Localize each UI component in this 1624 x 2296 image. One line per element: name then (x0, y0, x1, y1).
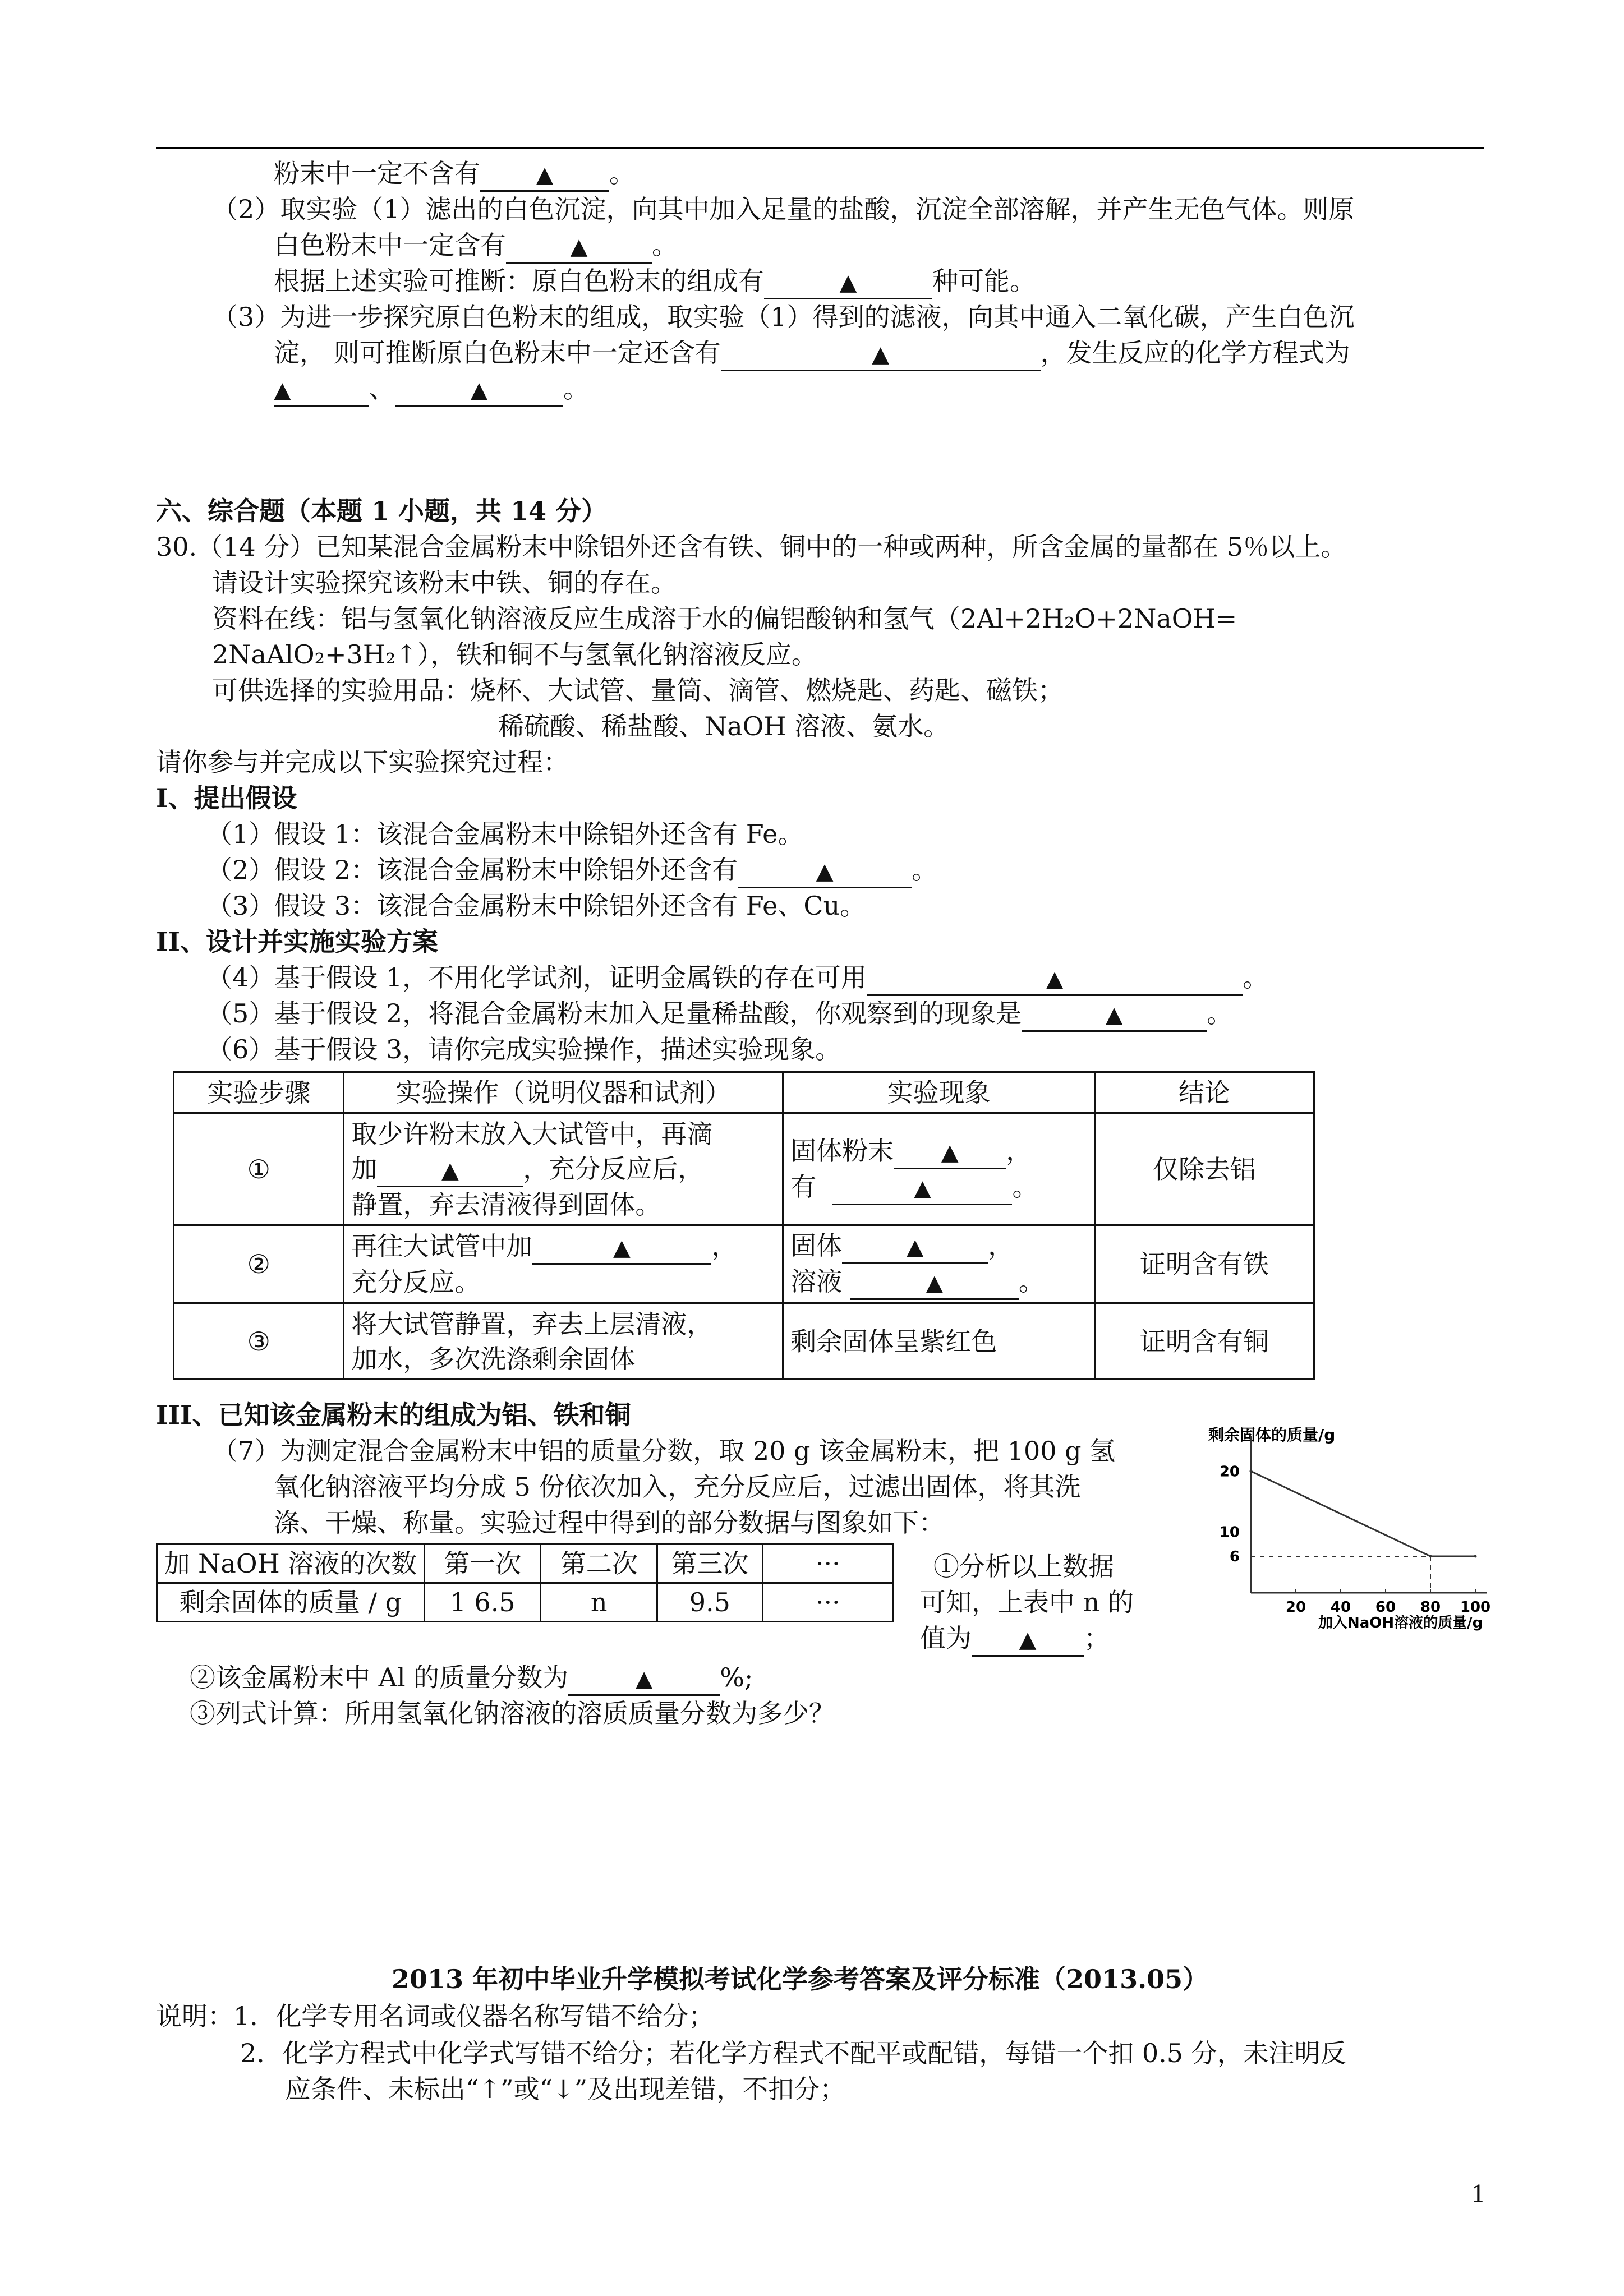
step-cell: ③ (174, 1303, 344, 1380)
answer-blank[interactable]: ▲ (894, 1136, 1006, 1169)
data-table (156, 1543, 894, 1622)
hypothesis-2: （2）假设 2：该混合金属粉末中除铝外还含有 ▲ 。 (206, 852, 937, 888)
header-cell: 实验操作（说明仪器和试剂） (344, 1072, 783, 1113)
q30-line-7: 请你参与并完成以下实验探究过程： (156, 747, 569, 777)
table-cell: 第一次 (424, 1545, 541, 1583)
chart-series-line (1251, 1471, 1475, 1556)
table-row (174, 1225, 1314, 1303)
part-heading-3: III、已知该金属粉末的组成为铝、铁和铜 (156, 1400, 631, 1430)
operation-text: 取少许粉末放入大试管中，再滴 (351, 1118, 713, 1149)
table-cell: 第三次 (657, 1545, 762, 1583)
q30-line-2: 请设计实验探究该粉末中铁、铜的存在。 (212, 568, 677, 598)
q30-line-6: 稀硫酸、稀盐酸、NaOH 溶液、氨水。 (498, 711, 950, 741)
part-heading-2: II、设计并实施实验方案 (156, 926, 439, 957)
question-4: （4）基于假设 1，不用化学试剂，证明金属铁的存在可用 ▲ 。 (206, 960, 1268, 996)
phenomenon-text: 溶液 ▲ 。 (790, 1264, 1087, 1300)
answer-blank[interactable]: ▲ (764, 266, 932, 299)
table-cell: 9.5 (657, 1583, 762, 1622)
answer-blank[interactable]: ▲ (506, 230, 652, 264)
table-cell: n (541, 1583, 657, 1622)
operation-text: 加水，多次洗涤剩余固体 (351, 1343, 636, 1374)
q30-line-1: 30.（14 分）已知某混合金属粉末中除铝外还含有铁、铜中的一种或两种，所含金属的量都在 5％以上。 (156, 532, 1347, 562)
chart-y-tick-label: 20 (1219, 1463, 1240, 1481)
q29-line-5: （3）为进一步探究原白色粉末的组成，取实验（1）得到的滤液，向其中通入二氧化碳，产生白色沉 (212, 302, 1355, 332)
chart-data-point (1250, 1470, 1253, 1473)
operation-cell (344, 1225, 783, 1303)
answer-blank[interactable]: ▲ (738, 855, 912, 888)
chart-x-axis-label: 加入NaOH溶液的质量/g (1318, 1615, 1483, 1631)
answer-blank[interactable]: ▲ (867, 962, 1243, 996)
header-cell: 结论 (1094, 1072, 1314, 1113)
note-2-line-2: 应条件、未标出“↑”或“↓”及出现差错，不扣分； (285, 2074, 846, 2104)
table-cell: ··· (762, 1545, 893, 1583)
operation-text: 将大试管静置，弃去上层清液， (351, 1308, 713, 1339)
q29-line-2: （2）取实验（1）滤出的白色沉淀，向其中加入足量的盐酸，沉淀全部溶解，并产生无色气体。则原 (212, 194, 1355, 224)
q7-line-1: （7）为测定混合金属粉末中铝的质量分数，取 20 g 该金属粉末，把 100 g 氢 (212, 1436, 1116, 1466)
chart-data-point (1429, 1555, 1432, 1558)
answer-blank[interactable]: ▲ (972, 1623, 1084, 1657)
header-rule (156, 147, 1484, 149)
step-cell: ① (174, 1113, 344, 1225)
q7-a-line-1: ①分析以上数据 (933, 1551, 1114, 1582)
table-row (174, 1113, 1314, 1225)
answer-blank[interactable]: ▲ (1022, 998, 1207, 1032)
chart-x-tick-label: 40 (1330, 1599, 1351, 1616)
operation-cell (344, 1113, 783, 1225)
q7-c-line: ③列式计算：所用氢氧化钠溶液的溶质质量分数为多少？ (190, 1698, 835, 1728)
q29-line-3: 白色粉末中一定含有 ▲ 。 (274, 228, 678, 264)
chart-y-tick-label: 6 (1229, 1548, 1240, 1565)
operation-cell (344, 1303, 783, 1380)
answer-blank[interactable]: ▲ (274, 374, 369, 407)
conclusion-cell: 仅除去铝 (1094, 1113, 1314, 1225)
operation-text: 充分反应。 (351, 1267, 481, 1297)
q29-line-7: ▲ 、 ▲ 。 (274, 371, 589, 407)
operation-text: 再往大试管中加 ▲ ， (351, 1229, 775, 1265)
table-cell: ··· (762, 1583, 893, 1622)
q29-line-1: 粉末中一定不含有 ▲ 。 (274, 156, 635, 192)
hypothesis-3: （3）假设 3：该混合金属粉末中除铝外还含有 Fe、Cu。 (206, 891, 866, 921)
answer-blank[interactable]: ▲ (568, 1662, 720, 1696)
answer-key-title: 2013 年初中毕业升学模拟考试化学参考答案及评分标准（2013.05） (392, 1964, 1209, 1994)
table-cell: 第二次 (541, 1545, 657, 1583)
chart-x-tick-label: 80 (1420, 1599, 1441, 1616)
q29-line-6: 淀， 则可推断原白色粉末中一定还含有 ▲ ，发生反应的化学方程式为 (274, 335, 1350, 371)
table-cell: 加 NaOH 溶液的次数 (157, 1545, 425, 1583)
table-row (157, 1545, 894, 1583)
table-cell: 1 6.5 (424, 1583, 541, 1622)
operation-text: 加 ▲ ，充分反应后， (351, 1151, 775, 1187)
answer-blank[interactable]: ▲ (395, 374, 563, 407)
answer-blank[interactable]: ▲ (721, 338, 1041, 371)
chart-x-tick-label: 20 (1285, 1599, 1306, 1616)
note-1: 说明：1．化学专用名词或仪器名称写错不给分； (156, 2001, 715, 2031)
note-2-line-1: 2．化学方程式中化学式写错不给分；若化学方程式不配平或配错，每错一个扣 0.5 分，未注明反 (240, 2038, 1346, 2068)
answer-blank[interactable]: ▲ (532, 1231, 711, 1265)
chart-data-point (1474, 1555, 1477, 1558)
table-header-row (174, 1072, 1314, 1113)
operation-text: 静置，弃去清液得到固体。 (351, 1189, 661, 1220)
phenomenon-text: 固体 ▲ ， (790, 1228, 1087, 1264)
question-6: （6）基于假设 3，请你完成实验操作，描述实验现象。 (206, 1034, 841, 1064)
mass-chart (1206, 1424, 1520, 1632)
page-number: 1 (1471, 2180, 1486, 2208)
answer-blank[interactable]: ▲ (377, 1154, 523, 1187)
question-5: （5）基于假设 2，将混合金属粉末加入足量稀盐酸，你观察到的现象是 ▲ 。 (206, 996, 1232, 1032)
phenomenon-cell (783, 1113, 1095, 1225)
q7-b-line: ②该金属粉末中 Al 的质量分数为 ▲ %; (190, 1660, 753, 1696)
chart-x-tick-label: 60 (1375, 1599, 1396, 1616)
phenomenon-cell (783, 1225, 1095, 1303)
q7-a-line-3: 值为 ▲ ； (920, 1621, 1110, 1657)
step-cell: ② (174, 1225, 344, 1303)
section-heading: 六、综合题（本题 1 小题，共 14 分） (156, 496, 608, 526)
phenomenon-cell: 剩余固体呈紫红色 (783, 1303, 1095, 1380)
q7-line-3: 涤、干燥、称量。实验过程中得到的部分数据与图象如下： (274, 1507, 945, 1538)
phenomenon-text: 固体粉末 ▲ ， (790, 1133, 1087, 1169)
part-heading-1: I、提出假设 (156, 783, 297, 813)
hypothesis-1: （1）假设 1：该混合金属粉末中除铝外还含有 Fe。 (206, 819, 804, 849)
conclusion-cell: 证明含有铁 (1094, 1225, 1314, 1303)
q30-line-3: 资料在线：铝与氢氧化钠溶液反应生成溶于水的偏铝酸钠和氢气（2Al+2H₂O+2NaOH= (212, 603, 1237, 634)
chart-x-tick-label: 100 (1460, 1599, 1491, 1616)
chart-y-axis-label: 剩余固体的质量/g (1208, 1426, 1336, 1444)
answer-blank[interactable]: ▲ (850, 1266, 1019, 1300)
table-row (157, 1583, 894, 1622)
answer-blank[interactable]: ▲ (842, 1230, 988, 1264)
phenomenon-text: 有 ▲ 。 (790, 1169, 1087, 1205)
header-cell: 实验现象 (783, 1072, 1095, 1113)
q7-line-2: 氧化钠溶液平均分成 5 份依次加入，充分反应后，过滤出固体，将其洗 (274, 1472, 1081, 1502)
q7-a-line-2: 可知，上表中 n 的 (920, 1587, 1134, 1617)
header-cell: 实验步骤 (174, 1072, 344, 1113)
q29-line-4: 根据上述实验可推断：原白色粉末的组成有 ▲ 种可能。 (274, 264, 1036, 299)
answer-blank[interactable]: ▲ (832, 1172, 1012, 1205)
experiment-table (173, 1071, 1315, 1380)
chart-y-tick-label: 10 (1219, 1524, 1240, 1541)
q30-line-4: 2NaAlO₂+3H₂↑），铁和铜不与氢氧化钠溶液反应。 (212, 639, 817, 670)
answer-blank[interactable]: ▲ (480, 158, 609, 192)
table-cell: 剩余固体的质量 / g (157, 1583, 425, 1622)
q30-line-5: 可供选择的实验用品：烧杯、大试管、量筒、滴管、燃烧匙、药匙、磁铁； (212, 675, 1064, 706)
conclusion-cell: 证明含有铜 (1094, 1303, 1314, 1380)
table-row (174, 1303, 1314, 1380)
